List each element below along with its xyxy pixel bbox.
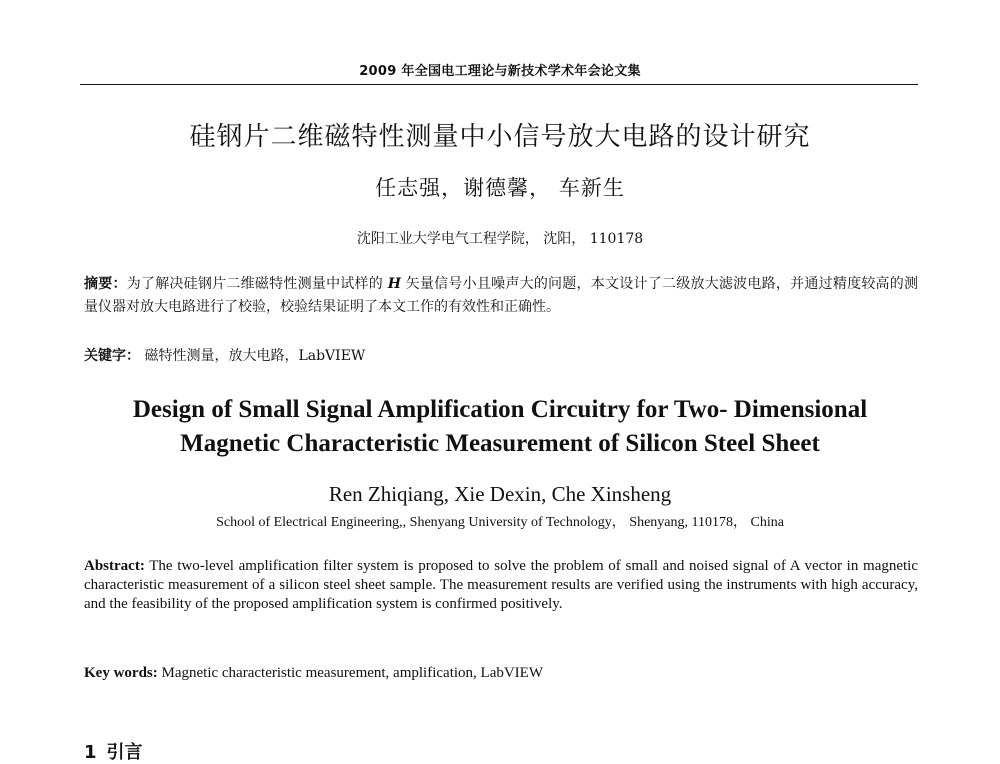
- section-number: 1: [84, 742, 97, 763]
- keywords-chinese: [84, 345, 918, 365]
- keywords-english: [84, 665, 918, 682]
- keywords-english-text: Magnetic characteristic measurement, amplification, LabVIEW: [161, 665, 543, 681]
- abstract-chinese-label: 摘要：: [84, 276, 127, 292]
- h-vector-symbol: H: [387, 276, 401, 292]
- title-chinese: 硅钢片二维磁特性测量中小信号放大电路的设计研究: [189, 122, 811, 152]
- keywords-chinese-text: 磁特性测量，放大电路，LabVIEW: [144, 348, 366, 364]
- title-english-line-2: Magnetic Characteristic Measurement of Silicon Steel Sheet: [180, 430, 820, 457]
- abstract-english-label: Abstract:: [84, 558, 145, 574]
- abstract-chinese-text-after: 矢量信号小且噪声大的问题，本文设计了二级放大滤波电路，并通过精度较高的测量仪器对放大电路进行了校验，校验结果证明了本文工作的有效性和正确性。: [84, 276, 919, 315]
- affiliation-chinese: 沈阳工业大学电气工程学院， 沈阳， 110178: [356, 231, 644, 247]
- section-title: 引言: [106, 742, 143, 763]
- abstract-chinese-text-before: 为了解决硅钢片二维磁特性测量中试样的: [126, 276, 384, 292]
- abstract-english-text: The two-level amplification filter system is proposed to solve the problem of small and noised signal of A vector in magnetic characteristic measurement of a silicon steel sheet sample. The measurement results are verified using the instruments with high accuracy, and the feasibility of the proposed amplification system is confirmed positively.: [84, 558, 918, 612]
- authors-chinese: 任志强，谢德馨， 车新生: [375, 176, 625, 200]
- title-english-line-1: Design of Small Signal Amplification Circuitry for Two- Dimensional: [132, 396, 868, 423]
- affiliation-english: School of Electrical Engineering,, Shenyang University of Technology， Shenyang, 110178， China: [216, 515, 784, 530]
- abstract-english: [84, 557, 918, 614]
- abstract-chinese: [84, 273, 918, 319]
- section-heading-introduction: [84, 738, 143, 764]
- keywords-english-label: Key words:: [84, 665, 158, 681]
- title-english: [60, 393, 940, 461]
- running-head: 2009 年全国电工理论与新技术学术年会论文集: [359, 64, 641, 79]
- keywords-chinese-label: 关键字：: [84, 348, 140, 364]
- authors-english: Ren Zhiqiang, Xie Dexin, Che Xinsheng: [328, 482, 672, 506]
- header-rule: [80, 84, 918, 85]
